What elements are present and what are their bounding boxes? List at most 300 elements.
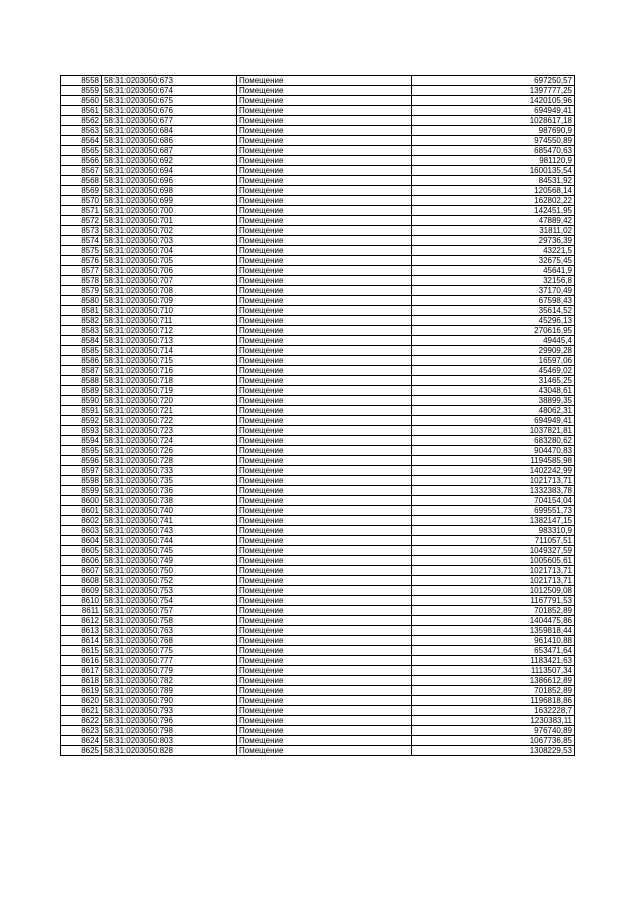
row-number-cell: 8566 [61,156,102,166]
object-type-cell: Помещение [237,196,412,206]
cadastral-value-cell: 1632228,7 [412,706,575,716]
cadastral-number-cell: 58:31:0203050:740 [102,506,237,516]
cadastral-number-cell: 58:31:0203050:775 [102,646,237,656]
cadastral-value-cell: 981120,9 [412,156,575,166]
cadastral-value-cell: 29736,39 [412,236,575,246]
cadastral-value-cell: 1420105,96 [412,96,575,106]
object-type-cell: Помещение [237,256,412,266]
object-type-cell: Помещение [237,206,412,216]
cadastral-number-cell: 58:31:0203050:768 [102,636,237,646]
cadastral-number-cell: 58:31:0203050:763 [102,626,237,636]
object-type-cell: Помещение [237,546,412,556]
object-type-cell: Помещение [237,396,412,406]
row-number-cell: 8580 [61,296,102,306]
table-row [61,486,575,496]
object-type-cell: Помещение [237,606,412,616]
cadastral-value-cell: 47889,42 [412,216,575,226]
row-number-cell: 8606 [61,556,102,566]
cadastral-value-cell: 45296,13 [412,316,575,326]
row-number-cell: 8625 [61,746,102,756]
cadastral-value-cell: 1012509,08 [412,586,575,596]
table-row [61,166,575,176]
row-number-cell: 8589 [61,386,102,396]
cadastral-number-cell: 58:31:0203050:793 [102,706,237,716]
cadastral-number-cell: 58:31:0203050:728 [102,456,237,466]
cadastral-number-cell: 58:31:0203050:750 [102,566,237,576]
cadastral-number-cell: 58:31:0203050:708 [102,286,237,296]
object-type-cell: Помещение [237,366,412,376]
object-type-cell: Помещение [237,126,412,136]
cadastral-number-cell: 58:31:0203050:714 [102,346,237,356]
cadastral-number-cell: 58:31:0203050:803 [102,736,237,746]
object-type-cell: Помещение [237,496,412,506]
table-row [61,396,575,406]
row-number-cell: 8619 [61,686,102,696]
object-type-cell: Помещение [237,376,412,386]
table-row [61,96,575,106]
cadastral-number-cell: 58:31:0203050:716 [102,366,237,376]
cadastral-number-cell: 58:31:0203050:790 [102,696,237,706]
object-type-cell: Помещение [237,76,412,86]
object-type-cell: Помещение [237,666,412,676]
row-number-cell: 8567 [61,166,102,176]
cadastral-value-cell: 653471,64 [412,646,575,656]
table-row [61,216,575,226]
table-row [61,516,575,526]
table-row [61,496,575,506]
cadastral-value-cell: 16597,06 [412,356,575,366]
cadastral-value-cell: 1332383,78 [412,486,575,496]
row-number-cell: 8605 [61,546,102,556]
table-row [61,526,575,536]
object-type-cell: Помещение [237,516,412,526]
cadastral-number-cell: 58:31:0203050:789 [102,686,237,696]
cadastral-value-cell: 35614,52 [412,306,575,316]
object-type-cell: Помещение [237,426,412,436]
object-type-cell: Помещение [237,636,412,646]
cadastral-number-cell: 58:31:0203050:749 [102,556,237,566]
row-number-cell: 8568 [61,176,102,186]
object-type-cell: Помещение [237,686,412,696]
cadastral-number-cell: 58:31:0203050:733 [102,466,237,476]
row-number-cell: 8592 [61,416,102,426]
row-number-cell: 8612 [61,616,102,626]
cadastral-number-cell: 58:31:0203050:703 [102,236,237,246]
cadastral-value-cell: 1028617,18 [412,116,575,126]
object-type-cell: Помещение [237,556,412,566]
cadastral-number-cell: 58:31:0203050:711 [102,316,237,326]
object-type-cell: Помещение [237,186,412,196]
object-type-cell: Помещение [237,406,412,416]
cadastral-number-cell: 58:31:0203050:757 [102,606,237,616]
object-type-cell: Помещение [237,296,412,306]
table-row [61,566,575,576]
cadastral-value-cell: 704154,04 [412,496,575,506]
table-row [61,596,575,606]
cadastral-value-cell: 983310,9 [412,526,575,536]
row-number-cell: 8564 [61,136,102,146]
cadastral-value-cell: 45641,9 [412,266,575,276]
object-type-cell: Помещение [237,696,412,706]
cadastral-number-cell: 58:31:0203050:777 [102,656,237,666]
cadastral-value-cell: 1404475,86 [412,616,575,626]
cadastral-number-cell: 58:31:0203050:735 [102,476,237,486]
table-row [61,326,575,336]
cadastral-number-cell: 58:31:0203050:758 [102,616,237,626]
cadastral-value-cell: 697250,57 [412,76,575,86]
table-row [61,76,575,86]
object-type-cell: Помещение [237,276,412,286]
table-row [61,316,575,326]
row-number-cell: 8617 [61,666,102,676]
object-type-cell: Помещение [237,106,412,116]
table-row [61,356,575,366]
table-row [61,266,575,276]
table-row [61,226,575,236]
row-number-cell: 8618 [61,676,102,686]
object-type-cell: Помещение [237,116,412,126]
cadastral-value-cell: 31811,02 [412,226,575,236]
row-number-cell: 8561 [61,106,102,116]
object-type-cell: Помещение [237,416,412,426]
row-number-cell: 8596 [61,456,102,466]
cadastral-number-cell: 58:31:0203050:710 [102,306,237,316]
table-row [61,336,575,346]
cadastral-number-cell: 58:31:0203050:782 [102,676,237,686]
cadastral-value-cell: 694949,41 [412,106,575,116]
object-type-cell: Помещение [237,306,412,316]
cadastral-number-cell: 58:31:0203050:702 [102,226,237,236]
row-number-cell: 8574 [61,236,102,246]
table-row [61,696,575,706]
cadastral-number-cell: 58:31:0203050:722 [102,416,237,426]
table-row [61,376,575,386]
row-number-cell: 8597 [61,466,102,476]
object-type-cell: Помещение [237,466,412,476]
cadastral-number-cell: 58:31:0203050:704 [102,246,237,256]
object-type-cell: Помещение [237,176,412,186]
row-number-cell: 8585 [61,346,102,356]
cadastral-value-cell: 1230383,11 [412,716,575,726]
table-row [61,636,575,646]
cadastral-value-cell: 1037821,81 [412,426,575,436]
table-row [61,726,575,736]
cadastral-value-cell: 1386612,89 [412,676,575,686]
cadastral-number-cell: 58:31:0203050:723 [102,426,237,436]
row-number-cell: 8623 [61,726,102,736]
table-row [61,286,575,296]
row-number-cell: 8570 [61,196,102,206]
table-row [61,616,575,626]
row-number-cell: 8610 [61,596,102,606]
cadastral-number-cell: 58:31:0203050:692 [102,156,237,166]
table-row [61,236,575,246]
table-row [61,86,575,96]
row-number-cell: 8586 [61,356,102,366]
object-type-cell: Помещение [237,166,412,176]
object-type-cell: Помещение [237,626,412,636]
cadastral-value-cell: 685470,63 [412,146,575,156]
row-number-cell: 8562 [61,116,102,126]
table-row [61,576,575,586]
object-type-cell: Помещение [237,676,412,686]
cadastral-value-cell: 1196818,86 [412,696,575,706]
table-row [61,176,575,186]
table-row [61,686,575,696]
table-row [61,246,575,256]
table-row [61,416,575,426]
cadastral-value-cell: 701852,89 [412,606,575,616]
cadastral-value-cell: 1600135,54 [412,166,575,176]
table-row [61,646,575,656]
cadastral-number-cell: 58:31:0203050:726 [102,446,237,456]
cadastral-value-cell: 1194585,98 [412,456,575,466]
cadastral-value-cell: 1359818,44 [412,626,575,636]
cadastral-number-cell: 58:31:0203050:684 [102,126,237,136]
cadastral-value-cell: 1049327,59 [412,546,575,556]
cadastral-number-cell: 58:31:0203050:796 [102,716,237,726]
row-number-cell: 8622 [61,716,102,726]
cadastral-number-cell: 58:31:0203050:736 [102,486,237,496]
row-number-cell: 8595 [61,446,102,456]
row-number-cell: 8577 [61,266,102,276]
cadastral-value-cell: 1308229,53 [412,746,575,756]
row-number-cell: 8601 [61,506,102,516]
cadastral-value-cell: 270616,95 [412,326,575,336]
row-number-cell: 8603 [61,526,102,536]
row-number-cell: 8559 [61,86,102,96]
table-row [61,606,575,616]
object-type-cell: Помещение [237,486,412,496]
cadastral-value-cell: 142451,95 [412,206,575,216]
table-row [61,436,575,446]
cadastral-number-cell: 58:31:0203050:779 [102,666,237,676]
cadastral-value-cell: 694949,41 [412,416,575,426]
object-type-cell: Помещение [237,576,412,586]
row-number-cell: 8563 [61,126,102,136]
object-type-cell: Помещение [237,596,412,606]
row-number-cell: 8602 [61,516,102,526]
cadastral-number-cell: 58:31:0203050:738 [102,496,237,506]
row-number-cell: 8593 [61,426,102,436]
cadastral-value-cell: 1167791,53 [412,596,575,606]
row-number-cell: 8572 [61,216,102,226]
cadastral-value-cell: 1067736,85 [412,736,575,746]
cadastral-value-cell: 1113507,34 [412,666,575,676]
cadastral-value-cell: 43221,5 [412,246,575,256]
object-type-cell: Помещение [237,136,412,146]
row-number-cell: 8613 [61,626,102,636]
cadastral-number-cell: 58:31:0203050:724 [102,436,237,446]
object-type-cell: Помещение [237,316,412,326]
object-type-cell: Помещение [237,326,412,336]
cadastral-number-cell: 58:31:0203050:713 [102,336,237,346]
object-type-cell: Помещение [237,706,412,716]
cadastral-value-cell: 1397777,25 [412,86,575,96]
table-row [61,306,575,316]
table-row [61,456,575,466]
row-number-cell: 8581 [61,306,102,316]
object-type-cell: Помещение [237,616,412,626]
cadastral-value-table [60,75,575,756]
row-number-cell: 8591 [61,406,102,416]
cadastral-value-cell: 31465,25 [412,376,575,386]
row-number-cell: 8599 [61,486,102,496]
object-type-cell: Помещение [237,436,412,446]
object-type-cell: Помещение [237,526,412,536]
cadastral-value-cell: 701852,89 [412,686,575,696]
row-number-cell: 8573 [61,226,102,236]
cadastral-value-cell: 1183421,63 [412,656,575,666]
table-row [61,556,575,566]
row-number-cell: 8582 [61,316,102,326]
row-number-cell: 8604 [61,536,102,546]
object-type-cell: Помещение [237,216,412,226]
object-type-cell: Помещение [237,86,412,96]
cadastral-number-cell: 58:31:0203050:698 [102,186,237,196]
cadastral-number-cell: 58:31:0203050:707 [102,276,237,286]
cadastral-value-cell: 976740,89 [412,726,575,736]
table-row [61,106,575,116]
cadastral-number-cell: 58:31:0203050:712 [102,326,237,336]
cadastral-number-cell: 58:31:0203050:673 [102,76,237,86]
object-type-cell: Помещение [237,246,412,256]
table-row [61,206,575,216]
cadastral-value-cell: 904470,83 [412,446,575,456]
cadastral-number-cell: 58:31:0203050:720 [102,396,237,406]
cadastral-value-cell: 961410,88 [412,636,575,646]
row-number-cell: 8571 [61,206,102,216]
object-type-cell: Помещение [237,536,412,546]
object-type-cell: Помещение [237,586,412,596]
table-row [61,156,575,166]
table-row [61,386,575,396]
row-number-cell: 8594 [61,436,102,446]
row-number-cell: 8560 [61,96,102,106]
cadastral-number-cell: 58:31:0203050:705 [102,256,237,266]
object-type-cell: Помещение [237,716,412,726]
table-row [61,546,575,556]
cadastral-number-cell: 58:31:0203050:752 [102,576,237,586]
cadastral-value-cell: 711057,51 [412,536,575,546]
row-number-cell: 8569 [61,186,102,196]
cadastral-number-cell: 58:31:0203050:798 [102,726,237,736]
cadastral-number-cell: 58:31:0203050:719 [102,386,237,396]
object-type-cell: Помещение [237,286,412,296]
table-row [61,406,575,416]
cadastral-value-cell: 32675,45 [412,256,575,266]
object-type-cell: Помещение [237,506,412,516]
cadastral-value-cell: 32156,8 [412,276,575,286]
cadastral-number-cell: 58:31:0203050:699 [102,196,237,206]
table-row [61,706,575,716]
cadastral-value-cell: 67598,43 [412,296,575,306]
table-body [61,76,575,756]
cadastral-value-cell: 120568,14 [412,186,575,196]
cadastral-number-cell: 58:31:0203050:753 [102,586,237,596]
row-number-cell: 8608 [61,576,102,586]
cadastral-value-cell: 38899,35 [412,396,575,406]
cadastral-value-cell: 43048,61 [412,386,575,396]
cadastral-number-cell: 58:31:0203050:743 [102,526,237,536]
table-row [61,256,575,266]
cadastral-value-cell: 49445,4 [412,336,575,346]
cadastral-number-cell: 58:31:0203050:741 [102,516,237,526]
table-row [61,116,575,126]
row-number-cell: 8621 [61,706,102,716]
row-number-cell: 8588 [61,376,102,386]
row-number-cell: 8607 [61,566,102,576]
row-number-cell: 8575 [61,246,102,256]
object-type-cell: Помещение [237,356,412,366]
cadastral-number-cell: 58:31:0203050:744 [102,536,237,546]
row-number-cell: 8611 [61,606,102,616]
cadastral-number-cell: 58:31:0203050:828 [102,746,237,756]
cadastral-value-cell: 1005605,61 [412,556,575,566]
object-type-cell: Помещение [237,446,412,456]
row-number-cell: 8615 [61,646,102,656]
table-row [61,366,575,376]
row-number-cell: 8600 [61,496,102,506]
cadastral-value-cell: 1021713,71 [412,476,575,486]
cadastral-number-cell: 58:31:0203050:715 [102,356,237,366]
object-type-cell: Помещение [237,566,412,576]
cadastral-number-cell: 58:31:0203050:706 [102,266,237,276]
cadastral-value-cell: 1382147,15 [412,516,575,526]
table-row [61,746,575,756]
object-type-cell: Помещение [237,736,412,746]
table-row [61,426,575,436]
cadastral-value-cell: 29909,28 [412,346,575,356]
cadastral-number-cell: 58:31:0203050:677 [102,116,237,126]
table-row [61,626,575,636]
object-type-cell: Помещение [237,746,412,756]
object-type-cell: Помещение [237,266,412,276]
cadastral-value-cell: 84531,92 [412,176,575,186]
cadastral-number-cell: 58:31:0203050:754 [102,596,237,606]
row-number-cell: 8614 [61,636,102,646]
object-type-cell: Помещение [237,146,412,156]
row-number-cell: 8558 [61,76,102,86]
table-row [61,586,575,596]
table-row [61,196,575,206]
table-row [61,736,575,746]
row-number-cell: 8583 [61,326,102,336]
row-number-cell: 8609 [61,586,102,596]
table-row [61,476,575,486]
table-row [61,666,575,676]
table-row [61,136,575,146]
cadastral-number-cell: 58:31:0203050:687 [102,146,237,156]
row-number-cell: 8565 [61,146,102,156]
object-type-cell: Помещение [237,726,412,736]
cadastral-value-cell: 683280,62 [412,436,575,446]
object-type-cell: Помещение [237,156,412,166]
cadastral-number-cell: 58:31:0203050:675 [102,96,237,106]
row-number-cell: 8576 [61,256,102,266]
cadastral-number-cell: 58:31:0203050:676 [102,106,237,116]
cadastral-number-cell: 58:31:0203050:718 [102,376,237,386]
cadastral-number-cell: 58:31:0203050:674 [102,86,237,96]
cadastral-value-cell: 1021713,71 [412,576,575,586]
row-number-cell: 8584 [61,336,102,346]
table-row [61,346,575,356]
cadastral-value-cell: 1402242,99 [412,466,575,476]
object-type-cell: Помещение [237,346,412,356]
row-number-cell: 8579 [61,286,102,296]
table-row [61,276,575,286]
object-type-cell: Помещение [237,476,412,486]
